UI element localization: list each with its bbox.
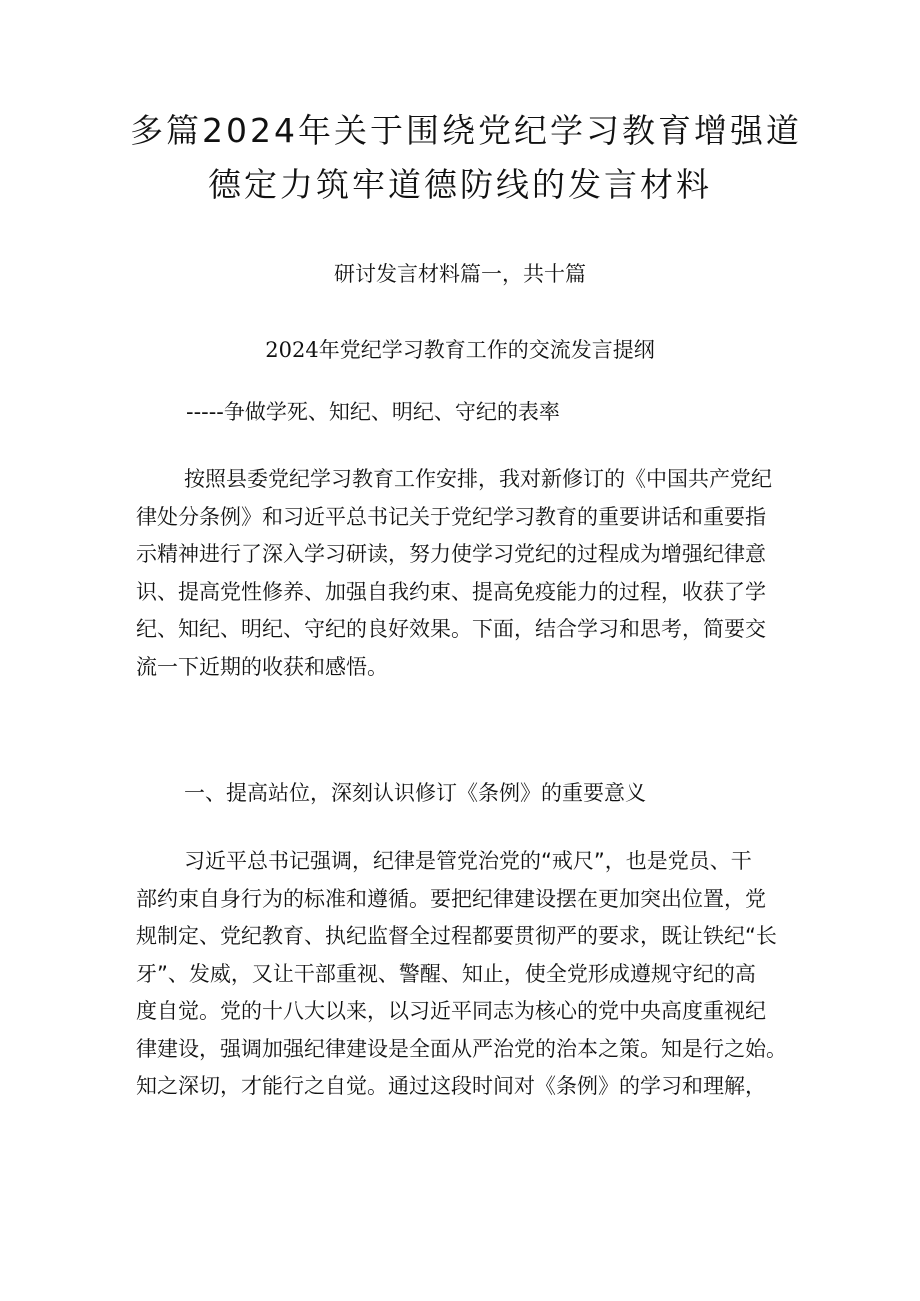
paragraph-line: 律处分条例》和习近平总书记关于党纪学习教育的重要讲话和重要指: [136, 504, 766, 529]
paragraph-line: 知之深切，才能行之自觉。通过这段时间对《条例》的学习和理解，: [136, 1074, 766, 1098]
paragraph-line: 习近平总书记强调，纪律是管党治党的“戒尺”，也是党员、干: [184, 849, 752, 873]
paragraph-line: 示精神进行了深入学习研读，努力使学习党纪的过程成为增强纪律意: [136, 542, 766, 566]
paragraph-line: 按照县委党纪学习教育工作安排，我对新修订的《中国共产党纪: [184, 467, 772, 491]
paragraph-line: 识、提高党性修养、加强自我约束、提高免疫能力的过程，收获了学: [136, 579, 766, 604]
paragraph-line: 纪、知纪、明纪、守纪的良好效果。下面，结合学习和思考，简要交: [136, 617, 766, 641]
document-subtitle: 研讨发言材料篇一，共十篇: [334, 262, 586, 286]
document-tagline: -----争做学死、知纪、明纪、守纪的表率: [186, 400, 560, 424]
paragraph-line: 牙”、发威，又让干部重视、警醒、知止，使全党形成遵规守纪的高: [136, 961, 756, 986]
document-heading: 2024年党纪学习教育工作的交流发言提纲: [265, 338, 655, 362]
paragraph-line: 规制定、党纪教育、执纪监督全过程都要贯彻严的要求，既让铁纪“长: [136, 924, 777, 948]
section-one-heading: 一、提高站位，深刻认识修订《条例》的重要意义: [184, 781, 646, 805]
title-line-2: 德定力筑牢道德防线的发言材料: [208, 165, 712, 204]
document-title: [130, 104, 802, 212]
intro-paragraph: [136, 461, 796, 686]
paragraph-line: 部约束自身行为的标准和遵循。要把纪律建设摆在更加突出位置，党: [136, 886, 766, 911]
paragraph-line: 流一下近期的收获和感悟。: [136, 654, 388, 679]
paragraph-line: 律建设，强调加强纪律建设是全面从严治党的治本之策。知是行之始。: [136, 1036, 787, 1061]
paragraph-line: 度自觉。党的十八大以来，以习近平同志为核心的党中央高度重视纪: [136, 999, 766, 1023]
section-one-paragraph: [136, 843, 796, 1106]
title-line-1: 多篇2024年关于围绕党纪学习教育增强道: [130, 111, 802, 150]
